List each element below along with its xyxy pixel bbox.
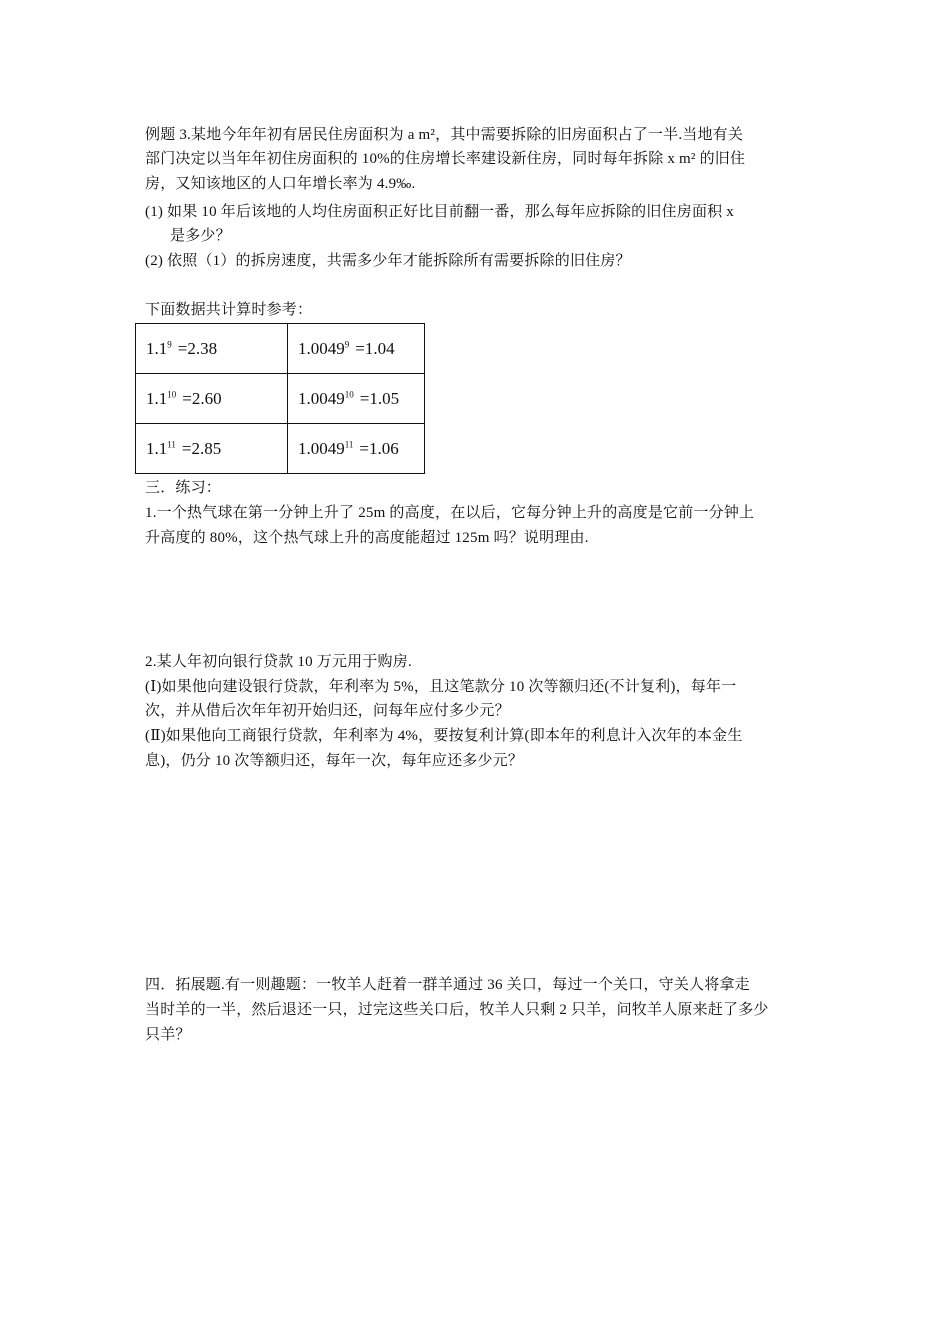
power-base: 1.1 bbox=[146, 338, 168, 358]
reference-row bbox=[136, 424, 425, 474]
power-exponent: 9 bbox=[344, 338, 350, 349]
practice-1-line-2: 升高度的 80%，这个热气球上升的高度能超过 125m 吗？说明理由. bbox=[145, 530, 589, 546]
power-base: 1.1 bbox=[146, 388, 168, 408]
practice-2-part2-line-2: 息)，仍分 10 次等额归还，每年一次，每年应还多少元？ bbox=[145, 753, 524, 769]
practice-2-part1-line-1: (Ⅰ)如果他向建设银行贷款，年利率为 5%，且这笔款分 10 次等额归还(不计复利)，每年一 bbox=[145, 679, 737, 695]
power-base: 1.1 bbox=[146, 438, 168, 458]
reference-cell-right bbox=[288, 424, 425, 474]
reference-cell-left bbox=[136, 374, 288, 424]
reference-cell-left bbox=[136, 424, 288, 474]
example3-q1-line-2: 是多少？ bbox=[170, 228, 231, 244]
power-base: 1.0049 bbox=[298, 388, 345, 408]
power-value: =1.05 bbox=[359, 388, 400, 408]
power-value: =2.85 bbox=[181, 438, 222, 458]
example3-q2: (2) 依照（1）的拆房速度，共需多少年才能拆除所有需要拆除的旧住房？ bbox=[145, 253, 631, 269]
reference-table bbox=[135, 323, 425, 474]
power-exponent: 10 bbox=[167, 388, 177, 399]
reference-row bbox=[136, 374, 425, 424]
power-base: 1.0049 bbox=[298, 438, 345, 458]
reference-caption: 下面数据共计算时参考： bbox=[145, 302, 313, 318]
practice-2-part2-line-1: (Ⅱ)如果他向工商银行贷款，年利率为 4%，要按复利计算(即本年的利息计入次年的本金生 bbox=[145, 728, 743, 744]
extension-line-3: 只羊？ bbox=[145, 1027, 191, 1043]
practice-2-part1-line-2: 次，并从借后次年年初开始归还，问每年应付多少元？ bbox=[145, 703, 510, 719]
reference-cell-right bbox=[288, 374, 425, 424]
example3-line-1: 例题 3.某地今年年初有居民住房面积为 a m²，其中需要拆除的旧房面积占了一半.当地有关 bbox=[145, 127, 744, 143]
extension-line-1: 四．拓展题.有一则趣题：一牧羊人赶着一群羊通过 36 关口，每过一个关口，守关人将拿走 bbox=[145, 977, 750, 993]
power-exponent: 11 bbox=[344, 438, 354, 449]
power-exponent: 9 bbox=[167, 338, 172, 349]
example3-line-2: 部门决定以当年年初住房面积的 10%的住房增长率建设新住房，同时每年拆除 x m² 的旧住 bbox=[145, 151, 746, 167]
power-value: =2.38 bbox=[177, 338, 218, 358]
reference-cell-left bbox=[136, 324, 288, 374]
extension-line-2: 当时羊的一半，然后退还一只，过完这些关口后，牧羊人只剩 2 只羊，问牧羊人原来赶了多少 bbox=[145, 1002, 769, 1018]
example3-line-3: 房，又知该地区的人口年增长率为 4.9‰. bbox=[145, 176, 416, 192]
power-value: =2.60 bbox=[182, 388, 222, 408]
power-value: =1.04 bbox=[355, 338, 395, 358]
power-base: 1.0049 bbox=[298, 338, 345, 358]
power-exponent: 11 bbox=[167, 438, 176, 449]
power-value: =1.06 bbox=[359, 438, 399, 458]
reference-row bbox=[136, 324, 425, 374]
power-exponent: 10 bbox=[344, 388, 354, 399]
practice-1-line-1: 1.一个热气球在第一分钟上升了 25m 的高度，在以后，它每分钟上升的高度是它前一分钟上 bbox=[145, 505, 755, 521]
reference-cell-right bbox=[288, 324, 425, 374]
practice-2-title: 2.某人年初向银行贷款 10 万元用于购房. bbox=[145, 654, 412, 670]
example3-q1-line-1: (1) 如果 10 年后该地的人均住房面积正好比目前翻一番，那么每年应拆除的旧住房面积 x bbox=[145, 204, 734, 220]
practice-heading: 三．练习： bbox=[145, 480, 222, 496]
